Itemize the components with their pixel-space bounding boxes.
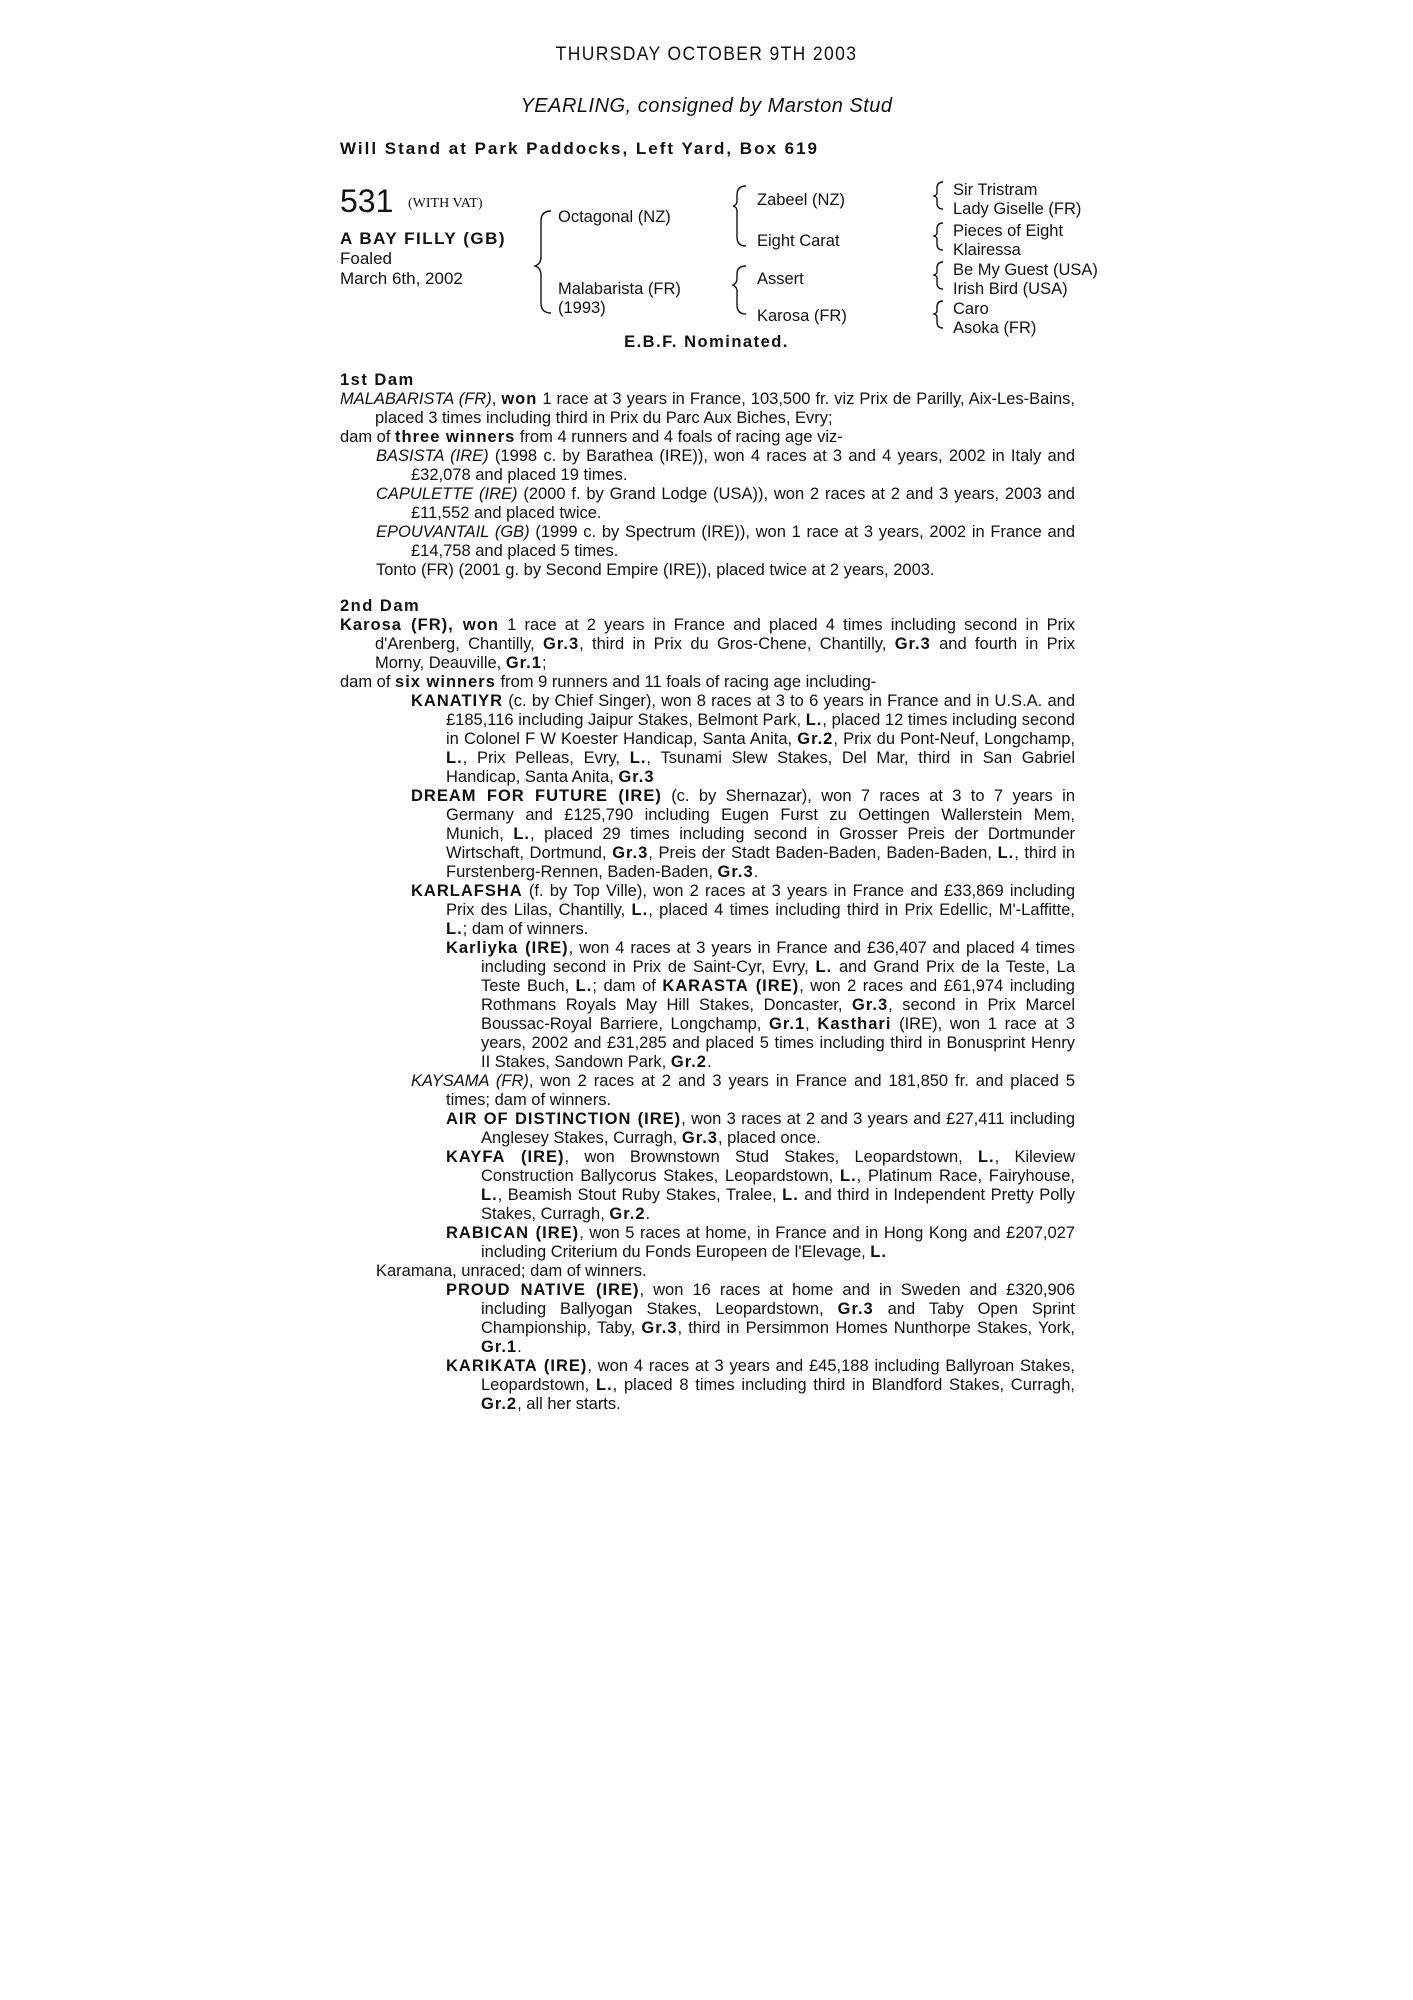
ancestor-5: Be My Guest (USA): [953, 261, 1098, 279]
dam: Malabarista (FR): [558, 280, 681, 298]
second-dam-heading: 2nd Dam: [340, 597, 421, 615]
produce-dream-for-future: DREAM FOR FUTURE (IRE) (c. by Shernazar), won 7 races at 3 to 7 years in Germany and £125,790 including Eugen Furst zu Oettingen Wallerstein Mem, Munich, L., placed 29 times including second in Grosser Preis der Dortmunder Wirtschaft, Dortmund, Gr.3, Preis der Stadt Baden-Baden, Baden-Baden, L., third in Furstenberg-Rennen, Baden-Baden, Gr.3.: [411, 787, 1076, 881]
dam-sire: Assert: [757, 270, 804, 288]
sire-dam: Eight Carat: [757, 232, 840, 250]
foaled-label: Foaled: [340, 249, 392, 268]
ancestor-7: Caro: [953, 300, 989, 318]
sire: Octagonal (NZ): [558, 208, 671, 226]
foaled-date: March 6th, 2002: [340, 269, 463, 288]
produce-epouvantail: EPOUVANTAIL (GB) (1999 c. by Spectrum (IRE)), won 1 race at 3 years, 2002 in France and £14,758 and placed 5 times.: [376, 523, 1076, 560]
ancestor-1: Sir Tristram: [953, 181, 1038, 199]
first-dam-heading: 1st Dam: [340, 371, 415, 389]
ancestor-8: Asoka (FR): [953, 319, 1037, 337]
consignment-line: YEARLING, consigned by Marston Stud: [520, 95, 893, 117]
ancestor-4: Klairessa: [953, 241, 1021, 259]
ebf-nominated: E.B.F. Nominated.: [624, 333, 789, 351]
pedigree-braces: [0, 0, 1413, 340]
ancestor-6: Irish Bird (USA): [953, 280, 1068, 298]
produce-proud-native: PROUD NATIVE (IRE), won 16 races at home and in Sweden and £320,906 including Ballyogan Stakes, Leopardstown, Gr.3 and Taby Open Sprint Championship, Taby, Gr.3, third in Persimmon Homes Nunthorpe Stakes, York, Gr.1.: [446, 1281, 1076, 1356]
dam-year: (1993): [558, 299, 606, 317]
produce-kaysama: KAYSAMA (FR), won 2 races at 2 and 3 years in France and 181,850 fr. and placed 5 times; dam of winners.: [411, 1072, 1075, 1109]
produce-basista: BASISTA (IRE) (1998 c. by Barathea (IRE)), won 4 races at 3 and 4 years, 2002 in Italy and £32,078 and placed 19 times.: [376, 447, 1075, 484]
produce-karliyka: Karliyka (IRE), won 4 races at 3 years in France and £36,407 and placed 4 times including second in Prix de Saint-Cyr, Evry, L. and Grand Prix de la Teste, La Teste Buch, L.; dam of KARASTA (IRE), won 2 races and £61,974 including Rothmans Royals May Hill Stakes, Doncaster, Gr.3, second in Prix Marcel Boussac-Royal Barriere, Longchamp, Gr.1, Kasthari (IRE), won 1 race at 3 years, 2002 and £31,285 and placed 5 times including third in Bonusprint Henry II Stakes, Sandown Park, Gr.2.: [446, 939, 1075, 1071]
produce-capulette: CAPULETTE (IRE) (2000 f. by Grand Lodge (USA)), won 2 races at 2 and 3 years, 2003 and £11,552 and placed twice.: [376, 485, 1075, 522]
produce-record: [340, 371, 1075, 1414]
stable-location: Will Stand at Park Paddocks, Left Yard, Box 619: [340, 139, 819, 158]
produce-kayfa: KAYFA (IRE), won Brownstown Stud Stakes, Leopardstown, L., Kileview Construction Ballycorus Stakes, Leopardstown, L., Platinum Race, Fairyhouse, L., Beamish Stout Ruby Stakes, Tralee, L. and third in Independent Pretty Polly Stakes, Curragh, Gr.2.: [446, 1148, 1076, 1223]
sire-sire: Zabeel (NZ): [757, 191, 846, 209]
horse-name: A BAY FILLY (GB): [340, 229, 507, 248]
ancestor-2: Lady Giselle (FR): [953, 200, 1082, 218]
first-dam-summary: dam of three winners from 4 runners and 4 foals of racing age viz-: [340, 428, 843, 446]
produce-tonto: Tonto (FR) (2001 g. by Second Empire (IRE)), placed twice at 2 years, 2003.: [376, 561, 935, 579]
second-dam-summary: dam of six winners from 9 runners and 11 foals of racing age including-: [340, 673, 877, 691]
lot-number: 531: [340, 183, 394, 219]
produce-air-of-distinction: AIR OF DISTINCTION (IRE), won 3 races at 2 and 3 years and £27,411 including Anglesey Stakes, Curragh, Gr.3, placed once.: [446, 1110, 1076, 1147]
produce-karlafsha: KARLAFSHA (f. by Top Ville), won 2 races at 3 years in France and £33,869 including Prix des Lilas, Chantilly, L., placed 4 times including third in Prix Edellic, M'-Laffitte, L.; dam of winners.: [411, 882, 1075, 938]
produce-rabican: RABICAN (IRE), won 5 races at home, in France and in Hong Kong and £207,027 including Criterium du Fonds Europeen de l'Elevage, L.: [446, 1224, 1075, 1261]
produce-karamana: Karamana, unraced; dam of winners.: [376, 1262, 647, 1280]
dam-dam: Karosa (FR): [757, 307, 847, 325]
sale-date: THURSDAY OCTOBER 9TH 2003: [555, 44, 858, 65]
vat-note: (WITH VAT): [408, 196, 483, 211]
produce-karikata: KARIKATA (IRE), won 4 races at 3 years and £45,188 including Ballyroan Stakes, Leopardstown, L., placed 8 times including third in Blandford Stakes, Curragh, Gr.2, all her starts.: [446, 1357, 1075, 1413]
ancestor-3: Pieces of Eight: [953, 222, 1064, 240]
first-dam-intro: MALABARISTA (FR), won 1 race at 3 years in France, 103,500 fr. viz Prix de Parilly, Aix-Les-Bains, placed 3 times including third in Prix du Parc Aux Biches, Evry;: [340, 390, 1076, 427]
second-dam-intro: Karosa (FR), won 1 race at 2 years in France and placed 4 times including second in Prix d'Arenberg, Chantilly, Gr.3, third in Prix du Gros-Chene, Chantilly, Gr.3 and fourth in Prix Morny, Deauville, Gr.1;: [340, 616, 1075, 672]
produce-kanatiyr: KANATIYR (c. by Chief Singer), won 8 races at 3 to 6 years in France and in U.S.A. and £185,116 including Jaipur Stakes, Belmont Park, L., placed 12 times including second in Colonel F W Koester Handicap, Santa Anita, Gr.2, Prix du Pont-Neuf, Longchamp, L., Prix Pelleas, Evry, L., Tsunami Slew Stakes, Del Mar, third in San Gabriel Handicap, Santa Anita, Gr.3: [411, 692, 1075, 786]
